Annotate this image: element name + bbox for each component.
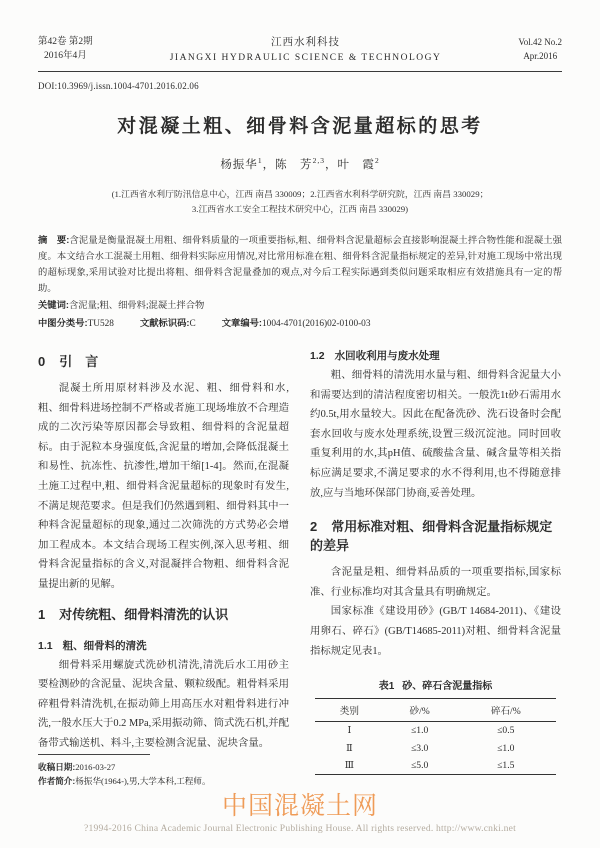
document-code: 文献标识码:C <box>139 318 196 329</box>
section-1-heading: 1 对传统粗、细骨料清洗的认识 <box>38 606 229 622</box>
issue-date-cn: 2016年4月 <box>43 51 87 61</box>
clc-number: 中图分类号:TU528 <box>38 318 114 329</box>
right-column <box>310 348 561 780</box>
author-3: 叶 霞 <box>337 159 375 171</box>
author-separator: ， <box>262 159 276 171</box>
author-separator: ， <box>324 159 338 171</box>
classification-line <box>38 315 562 332</box>
table-cell: ≤1.0 <box>411 725 429 737</box>
section-2-paragraph-1: 含泥量是粗、细骨料品质的一项重要指标,国家标准、行业标准均对其含量具有明确规定。 <box>310 567 561 598</box>
author-1-affil-sup: 1 <box>257 156 263 166</box>
abstract <box>38 232 562 297</box>
header-divider <box>38 71 562 72</box>
section-1-1-heading: 1.1 粗、细骨料的清洗 <box>38 639 147 652</box>
abstract-label: 摘 要: <box>38 235 70 245</box>
journal-name-cn: 江西水利科技 <box>271 37 341 48</box>
issue-date-en: Apr.2016 <box>523 51 558 61</box>
affiliation-line-2: 3.江西省水工安全工程技术研究中心，江西 南昌 330029) <box>191 204 409 214</box>
article-id: 文章编号:1004-4701(2016)02-0100-03 <box>221 318 371 329</box>
table-cell: ≤3.0 <box>411 742 429 754</box>
table-row <box>315 740 556 757</box>
author-2-affil-sup: 2,3 <box>312 156 325 166</box>
received-date: 收稿日期:2016-03-27 <box>38 761 116 772</box>
table-1-caption: 表1 砂、碎石含泥量指标 <box>378 681 493 693</box>
table-row <box>315 722 556 740</box>
author-2: 陈 芳 <box>275 159 313 171</box>
page-footer <box>0 793 600 834</box>
abstract-text: 含泥量是衡量混凝土用粗、细骨料质量的一项重要指标,粗、细骨料含泥量超标会直接影响混凝土拌合物性能和混凝土强度。本文结合水工混凝土用粗、细骨料实际应用情况,对比常用标准在粗、细骨料含泥量指标规定的差异,针对施工现场中常出现的超标现象,采用试验对比提出将粗、细骨料含泥量叠加的观点,对今后工程实际遇到类似问题采取相应有效措施具有一定的帮助。 <box>38 236 562 294</box>
doi: DOI:10.3969/j.issn.1004-4701.2016.02.06 <box>38 81 199 91</box>
keywords <box>38 297 562 314</box>
footnote-divider <box>38 754 150 755</box>
footnote <box>38 754 289 793</box>
copyright-line: ?1994-2016 China Academic Journal Electronic Publishing House. All rights reserved. http://www.cnki.net <box>84 823 516 834</box>
left-column <box>38 348 289 786</box>
issue-info-en <box>518 35 562 63</box>
issue-info-cn <box>38 35 93 63</box>
table-cell: ≤5.0 <box>411 760 429 772</box>
column-header: 砂/% <box>384 699 456 722</box>
journal-header <box>38 34 562 69</box>
cnki-watermark: 中国混凝土网 <box>221 792 378 820</box>
section-2-paragraph-2: 国家标准《建设用砂》(GB/T 14684-2011)、《建设用卵石、碎石》(GB/T14685-2011)对粗、细骨料含泥量指标规定见表1。 <box>310 606 561 657</box>
affiliation-line-1: (1.江西省水利厅防汛信息中心，江西 南昌 330009；2.江西省水利科学研究院，江西 南昌 330029； <box>111 189 489 199</box>
table-row <box>315 757 556 775</box>
table-cell: ≤0.5 <box>497 725 515 737</box>
author-bio: 作者简介:杨振华(1964-),男,大学本科,工程师。 <box>38 776 211 786</box>
table-cell: ≤1.0 <box>497 742 515 754</box>
column-header: 碎石/% <box>456 699 556 722</box>
author-line <box>38 156 562 172</box>
two-column-body <box>38 348 562 786</box>
table-cell: Ⅲ <box>344 760 354 772</box>
keywords-label: 关键词: <box>38 300 69 310</box>
table-cell: Ⅰ <box>347 725 352 737</box>
page-title: 对混凝土粗、细骨料含泥量超标的思考 <box>117 116 483 137</box>
section-1-1-paragraph: 细骨料采用螺旋式洗砂机清洗,清洗后水工用砂主要检测砂的含泥量、泥块含量、颗粒级配。粗骨料采用碎粗骨料清洗机,在振动筛上用高压水对粗骨料进行冲洗,一般水压大于0.2 MPa,采用振动筛、筒式洗石机,并配备带式输送机、料斗,主要检测含泥量、泥块含量。 <box>38 659 289 749</box>
table-cell: ≤1.5 <box>497 760 515 772</box>
issue-volume-en: Vol.42 No.2 <box>518 37 562 47</box>
table-cell: Ⅱ <box>346 742 353 754</box>
affiliations <box>38 187 562 217</box>
section-1-2-heading: 1.2 水回收利用与废水处理 <box>310 350 440 362</box>
table-1 <box>315 698 556 775</box>
abstract-block <box>38 232 562 332</box>
column-header: 类别 <box>315 699 384 722</box>
table-header-row <box>315 699 556 722</box>
author-3-affil-sup: 2 <box>374 156 380 166</box>
issue-volume-cn: 第42卷 第2期 <box>38 37 93 47</box>
journal-name <box>170 34 442 63</box>
section-0-heading: 0 引 言 <box>38 354 99 369</box>
author-1: 杨振华 <box>220 159 258 171</box>
section-1-2-paragraph: 粗、细骨料的清洗用水量与粗、细骨料含泥量大小和需要达到的清洁程度密切相关。一般洗1t砂石需用水约0.5t,用水量较大。因此在配备洗砂、洗石设备时会配套水回收与废水处理系统,设置三级沉淀池。同时回收重复利用的水,其pH值、硫酸盐含量、碱含量等相关指标应满足要求,不满足要求的水不得利用,也不得随意排放,应与当地环保部门协商,妥善处理。 <box>310 370 561 499</box>
keywords-text: 含泥量;粗、细骨料;混凝土拌合物 <box>69 301 205 311</box>
intro-paragraph: 混凝土所用原材料涉及水泥、粗、细骨料和水,粗、细骨料进场控制不严格或者施工现场堆放不合理造成的二次污染等原因都会导致粗、细骨料的含泥量超标。由于泥粒本身强度低,含泥量的增加,会降低混凝土和易性、抗冻性、抗渗性,增加干缩[1-4]。然而,在混凝土施工过程中,粗、细骨料含泥量超标的现象时有发生,不满足规范要求。但是我们仍然遇到粗、细骨料其中一种料含泥量超标的现象,通过二次筛洗的方式势必会增加工程成本。本文结合现场工程实例,深入思考粗、细骨料含泥量指标的含义,对混凝拌合物粗、细骨料含泥量提出新的见解。 <box>38 383 289 590</box>
journal-name-en: JIANGXI HYDRAULIC SCIENCE & TECHNOLOGY <box>169 53 442 63</box>
section-2-heading: 2 常用标准对粗、细骨料含泥量指标规定的差异 <box>310 519 553 554</box>
